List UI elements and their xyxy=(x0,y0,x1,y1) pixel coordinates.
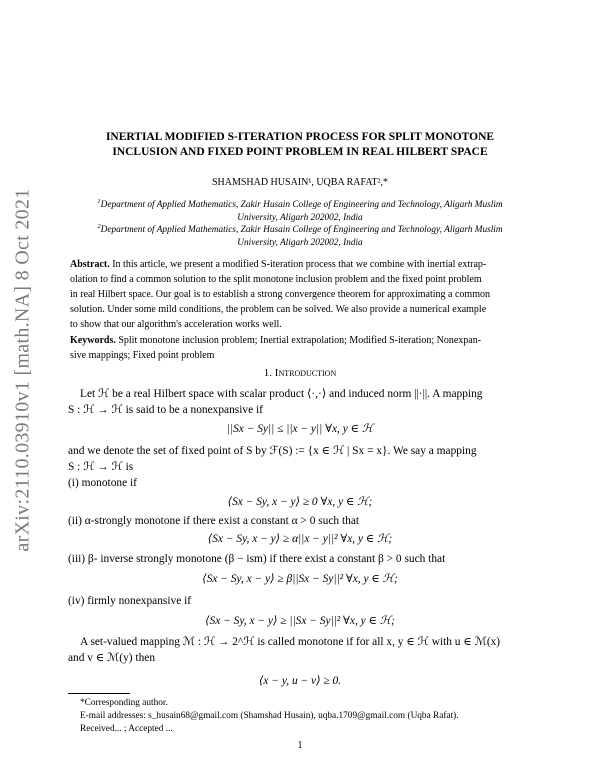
keywords xyxy=(70,333,530,363)
equation-monotone: ⟨Sx − Sy, x − y⟩ ≥ 0 ∀x, y ∈ ℋ; xyxy=(227,496,373,508)
affiliation-text: University, Aligarh 202002, India xyxy=(237,213,363,224)
paragraph-line: and we denote the set of fixed point of S by ℱ(S) := {x ∈ ℋ | Sx = x}. We say a mapping xyxy=(68,445,477,457)
title-line-2: INCLUSION AND FIXED POINT PROBLEM IN REAL HILBERT SPACE xyxy=(112,146,488,158)
affiliation-text: Department of Applied Mathematics, Zakir Husain College of Engineering and Technology, Aligarh Muslim xyxy=(100,200,503,211)
abstract-line: In this article, we present a modified S-iteration process that we combine with inertial extrap- xyxy=(112,259,487,270)
equation-set-valued-monotone: ⟨x − y, u − v⟩ ≥ 0. xyxy=(258,675,342,687)
authors: SHAMSHAD HUSAIN¹, UQBA RAFAT²,* xyxy=(211,177,389,188)
affiliation-text: University, Aligarh 202002, India xyxy=(237,238,363,249)
arxiv-sidebar xyxy=(3,170,43,570)
abstract xyxy=(70,257,530,332)
paragraph-line: S : ℋ → ℋ is xyxy=(68,461,134,473)
fixed-point-paragraph xyxy=(68,443,532,491)
set-valued-paragraph xyxy=(68,634,532,666)
section-title: Introduction xyxy=(274,367,337,379)
intro-line: Let ℋ be a real Hilbert space with scalar product ⟨·,·⟩ and induced norm ||·||. A mapping xyxy=(80,388,483,400)
equation-strongly-monotone: ⟨Sx − Sy, x − y⟩ ≥ α||x − y||² ∀x, y ∈ ℋ; xyxy=(207,533,393,545)
footnote-divider xyxy=(68,693,130,694)
affiliation-mark: 1 xyxy=(97,198,101,205)
abstract-line: to show that our algorithm's acceleration works well. xyxy=(70,319,282,330)
footnote-emails: E-mail addresses: s_husain68@gmail.com (Shamshad Husain), uqba.1709@gmail.com (Uqba Rafat). xyxy=(80,711,459,721)
affiliation-2 xyxy=(70,220,530,250)
footnote-corresponding: *Corresponding author. xyxy=(80,698,168,708)
abstract-label: Abstract. xyxy=(70,259,110,270)
affiliation-mark: 2 xyxy=(97,223,101,230)
paragraph-line: and v ∈ ℳ(y) then xyxy=(68,652,156,664)
section-heading xyxy=(70,367,530,379)
paper-title xyxy=(80,130,520,160)
equation-firmly-nonexpansive: ⟨Sx − Sy, x − y⟩ ≥ ||Sx − Sy||² ∀x, y ∈ ℋ; xyxy=(205,615,395,627)
paragraph-line: A set-valued mapping ℳ : ℋ → 2^ℋ is called monotone if for all x, y ∈ ℋ with u ∈ ℳ(x) xyxy=(80,636,501,648)
abstract-line: solution. Under some mild conditions, the problem can be solved. We also provide a numerical example xyxy=(70,304,487,315)
equation-nonexpansive: ||Sx − Sy|| ≤ ||x − y|| ∀x, y ∈ ℋ xyxy=(226,423,374,435)
keywords-line: sive mappings; Fixed point problem xyxy=(70,350,215,361)
equation-inverse-strongly-monotone: ⟨Sx − Sy, x − y⟩ ≥ β||Sx − Sy||² ∀x, y ∈ ℋ; xyxy=(202,573,398,585)
page-number: 1 xyxy=(297,740,303,751)
item-strongly-monotone: (ii) α-strongly monotone if there exist a constant α > 0 such that xyxy=(68,515,360,527)
keywords-line: Split monotone inclusion problem; Inertial extrapolation; Modified S-iteration; Nonexpan- xyxy=(118,335,482,346)
intro-line: S : ℋ → ℋ is said to be a nonexpansive if xyxy=(68,404,263,416)
intro-paragraph xyxy=(68,386,532,418)
item-monotone: (i) monotone if xyxy=(68,477,137,489)
keywords-label: Keywords. xyxy=(70,335,116,346)
item-firmly-nonexpansive: (iv) firmly nonexpansive if xyxy=(68,595,192,607)
section-number: 1. xyxy=(263,367,273,379)
item-inverse-strongly-monotone: (iii) β- inverse strongly monotone (β − ism) if there exist a constant β > 0 such that xyxy=(68,553,446,565)
affiliation-text: Department of Applied Mathematics, Zakir Husain College of Engineering and Technology, Aligarh Muslim xyxy=(100,225,503,236)
title-line-1: INERTIAL MODIFIED S-ITERATION PROCESS FOR SPLIT MONOTONE xyxy=(105,131,495,143)
footnote-dates: Received... ; Accepted ... xyxy=(80,724,173,734)
abstract-line: in real Hilbert space. Our goal is to establish a strong convergence theorem for approximating a common xyxy=(70,289,490,300)
arxiv-identifier: arXiv:2110.03910v1 [math.NA] 8 Oct 2021 xyxy=(11,188,34,552)
abstract-line: olation to find a common solution to the split monotone inclusion problem and the fixed point problem xyxy=(70,274,482,285)
author-line xyxy=(80,177,520,188)
footnotes xyxy=(80,697,540,736)
